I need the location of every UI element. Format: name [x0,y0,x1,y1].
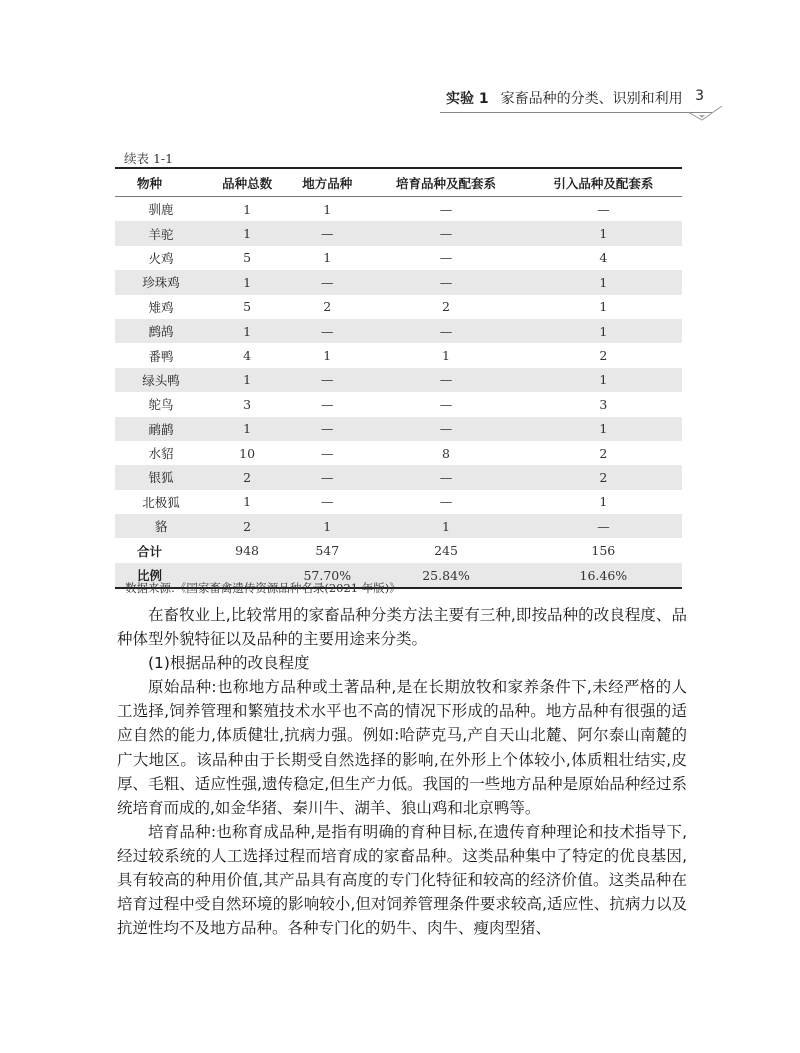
cell-total: 5 [243,250,252,266]
header-local: 地方品种 [287,168,367,197]
cell-species: 雉鸡 [148,299,174,315]
cell-species: 比例 [115,563,207,588]
cell-local: — [287,221,367,245]
paragraph: 在畜牧业上,比较常用的家畜品种分类方法主要有三种,即按品种的改良程度、品种体型外貌特征以及品种的主要用途来分类。 [117,606,687,649]
cell-species: 羊驼 [115,221,207,245]
paragraph: 原始品种:也称地方品种或土著品种,是在长期放牧和家养条件下,未经严格的人工选择,饲养管理和繁殖技术水平也不高的情况下形成的品种。地方品种有很强的适应自然的能力,体质健壮,抗病力强。例如:哈萨克马,产自天山北麓、阿尔泰山南麓的广大地区。该品种由于长期受自然选择的影响,在外形上个体较小,体质粗壮结实,皮厚、毛粗、适应性强,遗传稳定,但生产力低。我国的一些地方品种是原始品种经过系统培育而成的,如金华猪、秦川牛、湖羊、狼山鸡和北京鸭等。 [117,678,687,817]
cell-species: 水貂 [148,446,174,462]
cell-species: 合计 [137,543,163,559]
chapter-title: 家畜品种的分类、识别和利用 [500,91,683,107]
cell-local: — [287,319,367,343]
table-row [115,270,682,294]
cell-bred: — [439,250,453,266]
table-row [115,441,682,465]
cell-total: 1 [207,221,287,245]
cell-introduced: — [525,514,682,538]
header-rule [440,112,712,113]
table-row [115,197,682,222]
cell-introduced: 1 [525,417,682,441]
table-row [115,246,682,270]
cell-total: 4 [243,348,252,364]
cell-local: — [287,465,367,489]
cell-species: 火鸡 [148,250,174,266]
cell-species: 北极狐 [142,494,180,510]
cell-species: 鸸鹋 [115,417,207,441]
cell-introduced: 1 [599,494,608,510]
table-row [115,295,682,319]
cell-introduced: 1 [599,299,608,315]
cell-local: 1 [323,250,332,266]
cell-species: 鹧鸪 [115,319,207,343]
cell-total: 2 [207,514,287,538]
cell-local: 547 [315,543,340,559]
cell-bred: — [367,270,524,294]
cell-local: 1 [323,201,332,217]
cell-bred: — [439,396,453,412]
table-row [115,319,682,343]
cell-introduced: 3 [599,396,608,412]
cell-introduced: 4 [599,250,608,266]
breed-table [115,167,682,589]
table-row [115,368,682,392]
cell-introduced: 156 [591,543,616,559]
cell-bred: — [367,368,524,392]
cell-species: 珍珠鸡 [115,270,207,294]
cell-species: 番鸭 [148,348,174,364]
cell-species: 貉 [115,514,207,538]
cell-total: 948 [235,543,260,559]
header-bred: 培育品种及配套系 [367,168,524,197]
cell-local: 57.70% [287,563,367,588]
cell-introduced: 2 [599,445,608,461]
cell-local: 1 [323,348,332,364]
cell-local: 1 [287,514,367,538]
cell-introduced: 2 [599,348,608,364]
cell-local: — [321,494,334,510]
cell-introduced: 1 [525,319,682,343]
cell-bred: — [439,201,453,217]
cell-introduced: 1 [525,221,682,245]
data-source-note: 数据来源:《国家畜禽遗传资源品种名录(2021 年版)》 [125,581,401,595]
table-header-row [115,168,682,197]
cell-bred: — [367,221,524,245]
cell-bred: — [439,494,453,510]
cell-total: 1 [243,201,252,217]
table-row [115,490,682,514]
cell-bred: 1 [367,514,524,538]
cell-total: 1 [207,417,287,441]
body-text [117,603,687,940]
cell-local: — [287,368,367,392]
header-introduced: 引入品种及配套系 [525,168,682,197]
cell-local: 2 [323,299,332,315]
cell-species: 驯鹿 [148,202,174,218]
running-head [446,88,716,110]
cell-total: 1 [207,270,287,294]
table-row [115,221,682,245]
cell-introduced: — [597,201,610,217]
cell-total: 3 [243,396,252,412]
cell-introduced: 16.46% [525,563,682,588]
cell-bred: — [367,417,524,441]
table-row [115,343,682,367]
header-chevron-icon [688,104,724,122]
cell-bred: 245 [434,543,458,559]
experiment-label: 实验 1 [446,91,489,107]
cell-bred: — [367,319,524,343]
cell-bred: 1 [442,348,450,364]
cell-species: 鸵鸟 [148,397,174,413]
header-species: 物种 [115,168,207,197]
table-row [115,514,682,538]
table-row [115,465,682,489]
table-total-row [115,538,682,562]
header-total: 品种总数 [207,168,287,197]
cell-total: 5 [243,299,252,315]
page-number: 3 [695,88,704,104]
table-row [115,417,682,441]
cell-bred: 2 [442,299,450,315]
cell-total: 2 [207,465,287,489]
table-row [115,392,682,416]
cell-total: 1 [207,319,287,343]
table-caption: 续表 1-1 [124,151,174,166]
cell-species: 绿头鸭 [115,368,207,392]
section-heading: (1)根据品种的改良程度 [148,654,310,673]
cell-bred: — [367,465,524,489]
cell-species: 银狐 [115,465,207,489]
cell-local: — [321,396,334,412]
cell-local: — [287,270,367,294]
cell-introduced: 2 [525,465,682,489]
cell-total: 1 [243,494,252,510]
cell-bred: 8 [442,445,450,461]
cell-total: 10 [239,445,256,461]
cell-bred: 25.84% [367,563,524,588]
cell-introduced: 1 [525,368,682,392]
paragraph: 培育品种:也称育成品种,是指有明确的育种目标,在遗传育种理论和技术指导下,经过较系统的人工选择过程而培育成的家畜品种。这类品种集中了特定的优良基因,具有较高的种用价值,其产品具有高度的专门化特征和较高的经济价值。这类品种在培育过程中受自然环境的影响较小,但对饲养管理条件要求较高,适应性、抗病力以及抗逆性均不及地方品种。各种专门化的奶牛、肉牛、瘦肉型猪、 [117,822,687,938]
cell-total: 1 [207,368,287,392]
cell-introduced: 1 [525,270,682,294]
cell-local: — [287,417,367,441]
cell-local: — [321,445,334,461]
